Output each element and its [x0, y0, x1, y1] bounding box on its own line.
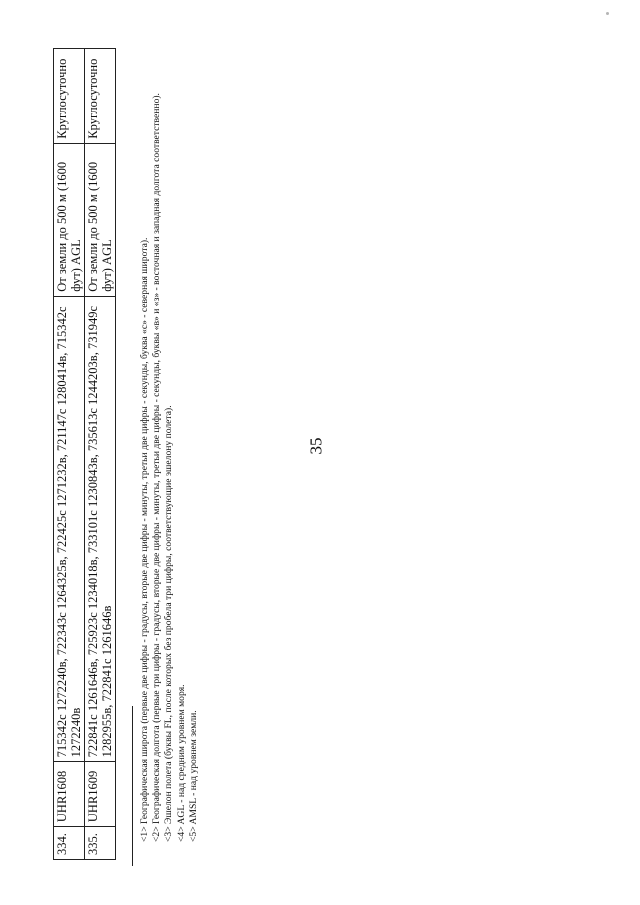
- row-number: 335.: [85, 827, 116, 860]
- footnote-flight-level: <3> Эшелон полета (буквы FL, после которых без пробела три цифры, соответствующие эшелону полета).: [163, 405, 175, 842]
- table-row: [85, 49, 116, 860]
- zone-operating-time: Круглосуточно: [54, 49, 85, 144]
- footnotes: [139, 34, 199, 866]
- zone-coordinates: 715342с 1272240в, 722343с 1264325в, 722425с 1271232в, 721147с 1280414в, 715342с 1272240в: [54, 296, 85, 762]
- row-number: 334.: [54, 827, 85, 860]
- zone-height-limits: От земли до 500 м (1600 фут) AGL: [85, 143, 116, 296]
- zone-code: UHR1608: [54, 762, 85, 827]
- scan-speck: [606, 12, 609, 15]
- zone-code: UHR1609: [85, 762, 116, 827]
- footnote-separator: [132, 706, 133, 866]
- page-content-rotated: [53, 34, 200, 866]
- footnote-amsl: <5> AMSL - над уровнем земли.: [187, 710, 199, 842]
- footnote-longitude: <2> Географическая долгота (первые три цифры - градусы, вторые две цифры - минуты, третьи две цифры - секунды, буквы «в» и «з» - восточная и западная долгота соответственно).: [151, 93, 163, 842]
- airspace-zones-table: [53, 48, 116, 860]
- zone-height-limits: От земли до 500 м (1600 фут) AGL: [54, 143, 85, 296]
- footnote-agl: <4> AGL - над средним уровнем моря.: [175, 684, 187, 842]
- page-number: 35: [306, 437, 326, 455]
- footnote-latitude: <1> Географическая широта (первые две цифры - градусы, вторые две цифры - минуты, третьи две цифры - секунды, буква «с» - северная широта).: [139, 237, 150, 842]
- zone-coordinates: 722841с 1261646в, 725923с 1234018в, 733101с 1230843в, 735613с 1244203в, 731949с 1282955в, 722841с 1261646в: [85, 296, 116, 762]
- table-row: [54, 49, 85, 860]
- zone-operating-time: Круглосуточно: [85, 49, 116, 144]
